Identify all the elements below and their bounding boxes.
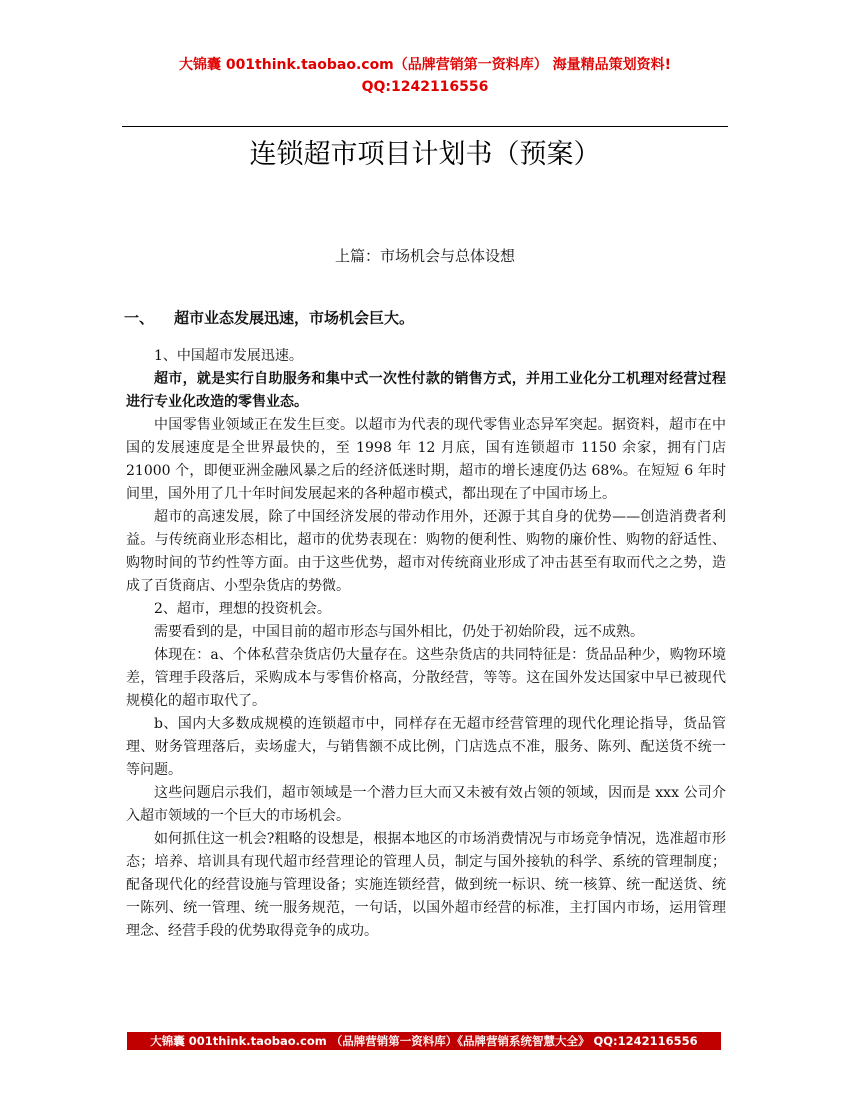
document-title: 连锁超市项目计划书（预案） (249, 139, 601, 170)
paragraph: 这些问题启示我们，超市领域是一个潜力巨大而又未被有效占领的领域，因而是 xxx 公司介入超市领域的一个巨大的市场机会。 (126, 785, 726, 824)
section-number: 一、 (124, 309, 155, 327)
paragraph: 超市的高速发展，除了中国经济发展的带动作用外，还源于其自身的优势——创造消费者利益。与传统商业形态相比，超市的优势表现在：购物的便利性、购物的廉价性、购物的舒适性、购物时间的节约性等方面。由于这些优势，超市对传统商业形成了冲击甚至有取而代之之势，造成了百货商店、小型杂货店的势微。 (126, 509, 726, 594)
paragraph-subheading: 2、超市，理想的投资机会。 (154, 601, 331, 617)
section-heading-text: 超市业态发展迅速，市场机会巨大。 (174, 309, 415, 327)
document-body (126, 345, 726, 943)
paragraph: 中国零售业领域正在发生巨变。以超市为代表的现代零售业态异军突起。据资料，超市在中国的发展速度是全世界最快的，至 1998 年 12 月底，国有连锁超市 1150 余家，拥有门店 21000 个，即便亚洲金融风暴之后的经济低迷时期，超市的增长速度仍达 68%。在短短 6 年时间里，国外用了几十年时间发展起来的各种超市模式，都出现在了中国市场上。 (126, 417, 726, 502)
paragraph: b、国内大多数成规模的连锁超市中，同样存在无超市经营管理的现代化理论指导，货品管理、财务管理落后，卖场虚大，与销售额不成比例，门店选点不准，服务、陈列、配送货不统一等问题。 (126, 716, 726, 778)
header-banner-line: 大锦囊 001think.taobao.com（品牌营销第一资料库） 海量精品策划资料! (178, 57, 672, 73)
paragraph-subheading: 1、中国超市发展迅速。 (154, 348, 303, 364)
document-subtitle: 上篇：市场机会与总体设想 (334, 247, 515, 265)
paragraph: 需要看到的是，中国目前的超市形态与国外相比，仍处于初始阶段，远不成熟。 (154, 624, 644, 640)
header-qq-line: QQ:1242116556 (361, 79, 489, 95)
paragraph-definition: 超市，就是实行自助服务和集中式一次性付款的销售方式，并用工业化分工机理对经营过程进行专业化改造的零售业态。 (126, 371, 726, 410)
section-heading (124, 307, 744, 328)
paragraph: 体现在：a、个体私营杂货店仍大量存在。这些杂货店的共同特征是：货品品种少，购物环境差，管理手段落后，采购成本与零售价格高，分散经营，等等。这在国外发达国家中早已被现代规模化的超市取代了。 (126, 647, 726, 709)
title-divider (122, 126, 728, 127)
footer-banner: 大锦囊 001think.taobao.com （品牌营销第一资料库）《品牌营销系统智慧大全》 QQ:1242116556 (127, 1032, 721, 1050)
paragraph: 如何抓住这一机会?粗略的设想是，根据本地区的市场消费情况与市场竞争情况，选准超市形态；培养、培训具有现代超市经营理论的管理人员，制定与国外接轨的科学、系统的管理制度；配备现代化的经营设施与管理设备；实施连锁经营，做到统一标识、统一核算、统一配送货、统一陈列、统一管理、统一服务规范，一句话，以国外超市经营的标准，主打国内市场，运用管理理念、经营手段的优势取得竞争的成功。 (126, 831, 726, 939)
